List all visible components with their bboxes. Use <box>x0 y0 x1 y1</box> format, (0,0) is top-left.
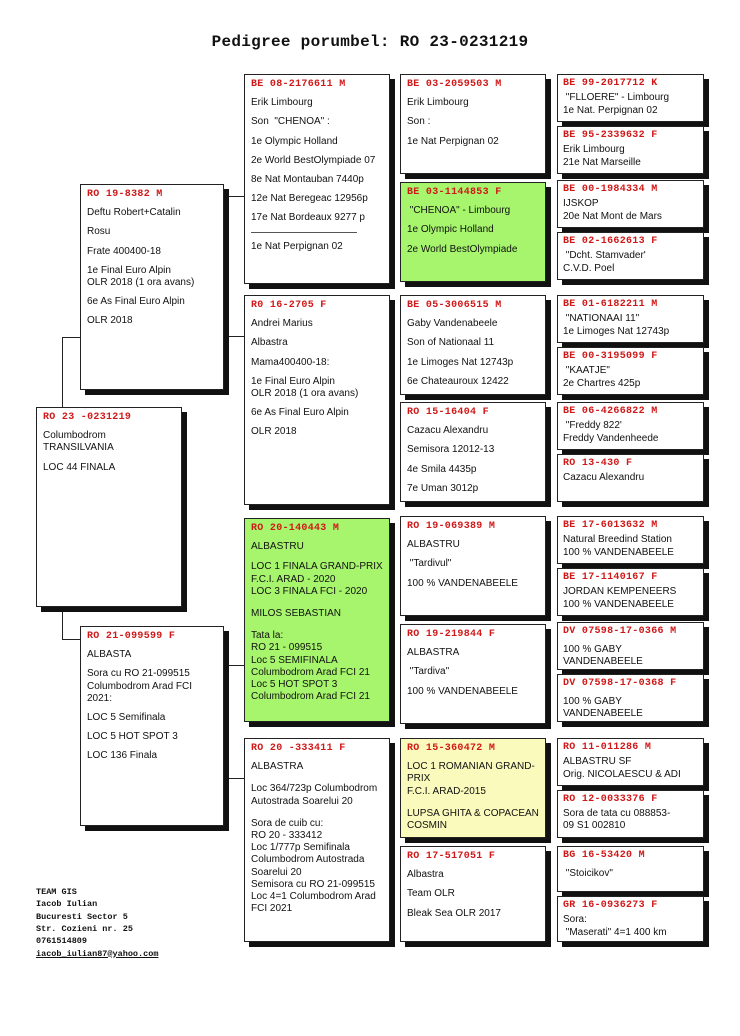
pigeon-card-g4-4 <box>557 232 704 280</box>
pigeon-card-sss <box>400 74 546 174</box>
card-line: Cazacu Alexandru <box>563 472 645 484</box>
connector-dam-up <box>222 665 244 666</box>
ring-number: RO 11-011286 M <box>563 742 652 753</box>
pigeon-pair-2 <box>557 180 704 280</box>
card-line: 1e Limoges Nat 12743p <box>407 356 514 368</box>
card-line: Son "CHENOA" : <box>251 116 330 128</box>
card-line: "KAATJE" <box>563 365 610 377</box>
pigeon-card-g4-10 <box>557 568 704 616</box>
connector-root-down <box>62 608 82 640</box>
card-line: 7e Uman 3012p <box>407 482 479 494</box>
card-line: 4e Smila 4435p <box>407 463 477 475</box>
card-line: LOC 1 ROMANIAN GRAND-PRIX F.C.I. ARAD-2015 <box>407 761 535 797</box>
ring-number: BE 05-3006515 M <box>407 300 502 311</box>
card-line: "FLLOERE" - Limbourg <box>563 92 670 104</box>
card-line: 1e Olympic Holland <box>251 135 338 147</box>
ring-number: RO 13-430 F <box>563 458 633 469</box>
pigeon-card-sire-dam <box>244 295 390 505</box>
card-line: C.V.D. Poel <box>563 263 615 275</box>
connector-dam-down <box>222 778 244 779</box>
ring-number: BE 00-3195099 F <box>563 351 658 362</box>
card-line: LOC 5 HOT SPOT 3 <box>87 731 178 743</box>
card-line: Freddy Vandenheede <box>563 433 659 445</box>
pigeon-pair-7 <box>557 738 704 838</box>
ring-number: RO 19-8382 M <box>87 189 163 200</box>
ring-number: BG 16-53420 M <box>563 850 645 861</box>
ring-number: BE 01-6182211 M <box>563 299 658 310</box>
owner-phone: 0761514809 <box>36 936 88 947</box>
pigeon-card-g4-13 <box>557 738 704 786</box>
card-line: 6e As Final Euro Alpin <box>87 296 185 308</box>
card-line: MILOS SEBASTIAN <box>251 607 342 619</box>
card-line: "NATIONAAI 11" <box>563 313 640 325</box>
owner-contact <box>36 886 158 960</box>
card-line: IJSKOP <box>563 198 599 210</box>
card-line: "Stoicikov" <box>563 868 613 880</box>
pigeon-card-g4-7 <box>557 402 704 450</box>
pigeon-card-g4-8 <box>557 454 704 502</box>
card-line: "Tardivul" <box>407 558 452 570</box>
ring-number: BE 06-4266822 M <box>563 406 658 417</box>
card-line: Albastra <box>407 869 444 881</box>
card-line: Rosu <box>87 226 111 238</box>
card-line: Andrei Marius <box>251 318 313 330</box>
card-line: LOC 44 FINALA <box>43 461 116 473</box>
card-line: Natural Breedind Station <box>563 534 672 546</box>
card-line: 1e Final Euro Alpin OLR 2018 (1 ora avans) <box>251 375 359 399</box>
card-line: Cazacu Alexandru <box>407 425 489 437</box>
pigeon-card-sire <box>80 184 224 390</box>
ring-number: BE 02-1662613 F <box>563 236 658 247</box>
card-line: 1e Nat Perpignan 02 <box>251 240 343 252</box>
card-line: Gaby Vandenabeele <box>407 318 498 330</box>
ring-number: RO 21-099599 F <box>87 631 176 642</box>
pigeon-card-dsd <box>400 624 546 724</box>
pigeon-card-g4-5 <box>557 295 704 343</box>
card-line: 6e Chateauroux 12422 <box>407 375 509 387</box>
card-line: Tata la: RO 21 - 099515 Loc 5 SEMIFINALA Columbodrom Arad FCI 21 Loc 5 HOT SPOT 3 Columbodrom Arad FCI 21 <box>251 630 370 703</box>
card-line: Frate 400400-18 <box>87 245 161 257</box>
card-line: 20e Nat Mont de Mars <box>563 211 662 223</box>
pigeon-card-dds <box>400 738 546 838</box>
card-line: Erik Limbourg <box>563 144 625 156</box>
card-line: Sora de cuib cu: RO 20 - 333412 Loc 1/777p Semifinala Columbodrom Autostrada Soarelui 20 Semisora cu RO 21-099515 Loc 4=1 Columbodrom Arad FCI 2021 <box>251 817 376 915</box>
card-line: ALBASTRU SF <box>563 756 632 768</box>
card-line: LOC 1 FINALA GRAND-PRIX F.C.I. ARAD - 2020 LOC 3 FINALA FCI - 2020 <box>251 561 383 597</box>
ring-number: RO 20 -333411 F <box>251 743 346 754</box>
card-line: LOC 136 Finala <box>87 750 158 762</box>
card-line: 8e Nat Montauban 7440p <box>251 173 364 185</box>
card-line: OLR 2018 <box>87 315 133 327</box>
card-line: ALBASTRA <box>251 761 304 773</box>
card-line: Son : <box>407 116 431 128</box>
card-line: LOC 5 Semifinala <box>87 711 166 723</box>
ring-number: BE 03-2059503 M <box>407 79 502 90</box>
ring-number: RO 12-0033376 F <box>563 794 658 805</box>
card-line: Albastra <box>251 337 288 349</box>
card-line: Sora cu RO 21-099515 Columbodrom Arad FCI 2021: <box>87 668 193 704</box>
ring-number: BE 95-2339632 F <box>563 130 658 141</box>
pigeon-card-g4-14 <box>557 790 704 838</box>
pigeon-card-dam-dam <box>244 738 390 942</box>
card-line: Erik Limbourg <box>251 97 313 109</box>
ring-number: RO 15-16404 F <box>407 407 489 418</box>
pigeon-pair-6 <box>557 622 704 722</box>
card-line: Erik Limbourg <box>407 97 469 109</box>
pigeon-card-sdd <box>400 402 546 502</box>
pigeon-pair-3 <box>557 295 704 395</box>
pigeon-card-dam-sire <box>244 518 390 722</box>
card-line: ALBASTA <box>87 649 132 661</box>
pigeon-card-g4-1 <box>557 74 704 122</box>
ring-number: GR 16-0936273 F <box>563 900 658 911</box>
card-line: "Freddy 822' <box>563 420 622 432</box>
pigeon-card-g4-3 <box>557 180 704 228</box>
connector-sire-up <box>222 196 244 197</box>
pigeon-card-g4-2 <box>557 126 704 174</box>
card-line: 1e Olympic Holland <box>407 224 494 236</box>
ring-number: RO 15-360472 M <box>407 743 496 754</box>
card-line: Sora: <box>563 914 587 926</box>
page-title: Pedigree porumbel: RO 23-0231219 <box>211 33 529 51</box>
card-line: 1e Nat. Perpignan 02 <box>563 105 658 117</box>
ring-number: RO 17-517051 F <box>407 851 496 862</box>
card-line: ALBASTRU <box>251 541 304 553</box>
card-line: 100 % GABY VANDENABEELE <box>563 696 643 720</box>
card-line: ALBASTRU <box>407 539 460 551</box>
ring-number: RO 23 -0231219 <box>43 412 132 423</box>
ring-number: BE 03-1144853 F <box>407 187 502 198</box>
ring-number: RO 19-219844 F <box>407 629 496 640</box>
ring-number: BE 00-1984334 M <box>563 184 658 195</box>
pigeon-card-sds <box>400 295 546 395</box>
card-line: Son of Nationaal 11 <box>407 337 495 349</box>
ring-number: RO 19-069389 M <box>407 521 496 532</box>
card-line: 2e World BestOlympiade 07 <box>251 154 376 166</box>
card-line: ALBASTRA <box>407 647 460 659</box>
pigeon-card-g4-11 <box>557 622 704 670</box>
pigeon-pair-8 <box>557 846 704 942</box>
card-line: 17e Nat Bordeaux 9277 p <box>251 212 365 224</box>
card-line: 12e Nat Beregeac 12956p <box>251 193 368 205</box>
pigeon-pair-1 <box>557 74 704 174</box>
pigeon-card-root <box>36 407 182 607</box>
ring-number: DV 07598-17-0366 M <box>563 626 677 637</box>
card-line: Mama400400-18: <box>251 356 330 368</box>
card-line: Sora de tata cu 088853- 09 S1 002810 <box>563 808 671 832</box>
ring-number: BE 08-2176611 M <box>251 79 346 90</box>
card-line: 2e Chartres 425p <box>563 378 641 390</box>
card-line: "Tardiva" <box>407 666 450 678</box>
ring-number: R0 16-2705 F <box>251 300 327 311</box>
pigeon-card-sire-sire <box>244 74 390 284</box>
card-line: 1e Final Euro Alpin OLR 2018 (1 ora avans) <box>87 264 195 288</box>
pigeon-card-ddd <box>400 846 546 942</box>
card-line: "Maserati" 4=1 400 km <box>563 927 667 939</box>
pigeon-pair-4 <box>557 402 704 502</box>
card-line: Team OLR <box>407 888 455 900</box>
card-line: 1e Nat Perpignan 02 <box>407 135 499 147</box>
pigeon-card-g4-12 <box>557 674 704 722</box>
card-line: Semisora 12012-13 <box>407 444 495 456</box>
card-line: 1e Limoges Nat 12743p <box>563 326 670 338</box>
divider <box>251 232 357 233</box>
ring-number: DV 07598-17-0368 F <box>563 678 677 689</box>
card-line: 100 % VANDENABEELE <box>563 547 674 559</box>
ring-number: BE 17-1140167 F <box>563 572 658 583</box>
ring-number: RO 20-140443 M <box>251 523 340 534</box>
card-line: 100 % VANDENABEELE <box>407 577 518 589</box>
card-line: Columbodrom TRANSILVANIA <box>43 430 114 454</box>
owner-name: Iacob Iulian <box>36 899 98 910</box>
pigeon-card-dss <box>400 516 546 616</box>
pigeon-card-g4-15 <box>557 846 704 892</box>
card-line: "Dcht. Stamvader' <box>563 250 646 262</box>
pigeon-card-g4-16 <box>557 896 704 942</box>
pigeon-card-g4-6 <box>557 347 704 395</box>
owner-street: Str. Cozieni nr. 25 <box>36 923 133 934</box>
pigeon-card-g4-9 <box>557 516 704 564</box>
card-line: 2e World BestOlympiade <box>407 243 518 255</box>
owner-email-link[interactable]: iacob_iulian87@yahoo.com <box>36 948 159 959</box>
connector-sire-down <box>222 336 244 337</box>
card-line: 100 % VANDENABEELE <box>563 599 674 611</box>
pigeon-card-ssd <box>400 182 546 282</box>
card-line: JORDAN KEMPENEERS <box>563 586 677 598</box>
card-line: Orig. NICOLAESCU & ADI <box>563 769 681 781</box>
pigeon-pair-5 <box>557 516 704 616</box>
ring-number: BE 99-2017712 K <box>563 78 658 89</box>
card-line: 100 % GABY VANDENABEELE <box>563 644 643 668</box>
card-line: LUPSA GHITA & COPACEAN COSMIN <box>407 807 539 831</box>
card-line: "CHENOA" - Limbourg <box>407 205 511 217</box>
connector-root-up <box>62 337 82 410</box>
card-line: Loc 364/723p Columbodrom Autostrada Soarelui 20 <box>251 783 378 807</box>
owner-team: TEAM GIS <box>36 887 77 897</box>
pigeon-card-dam <box>80 626 224 826</box>
card-line: 21e Nat Marseille <box>563 157 641 169</box>
owner-city: Bucuresti Sector 5 <box>36 911 128 922</box>
card-line: Deftu Robert+Catalin <box>87 207 181 219</box>
card-line: OLR 2018 <box>251 426 297 438</box>
card-line: 6e As Final Euro Alpin <box>251 407 349 419</box>
ring-number: BE 17-6013632 M <box>563 520 658 531</box>
card-line: 100 % VANDENABEELE <box>407 685 518 697</box>
card-line: Bleak Sea OLR 2017 <box>407 907 501 919</box>
